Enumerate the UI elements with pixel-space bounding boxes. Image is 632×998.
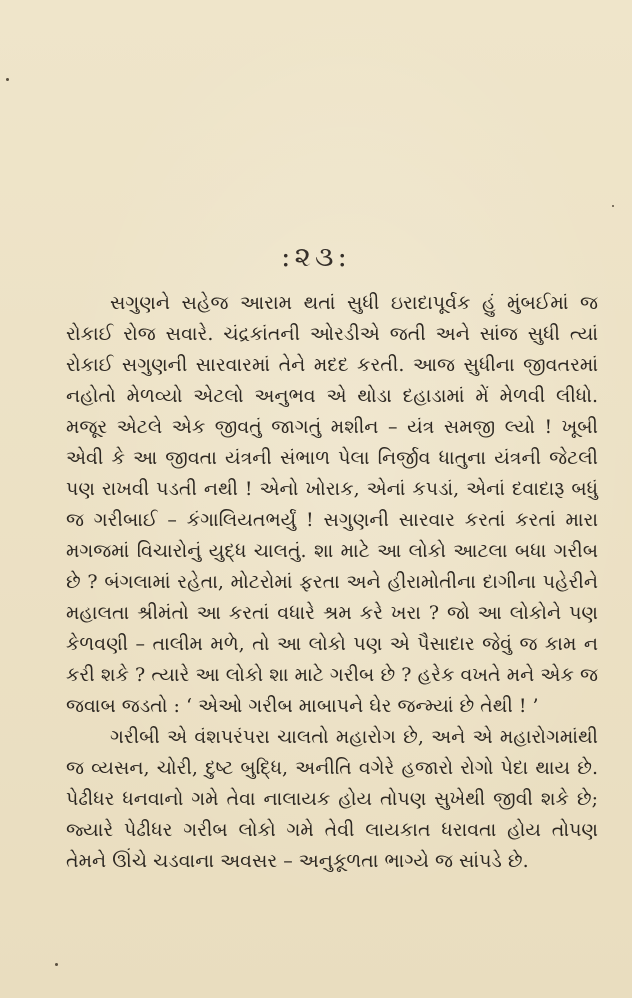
paper-speck	[6, 78, 9, 81]
paper-speck	[612, 205, 614, 207]
paper-speck	[55, 963, 58, 966]
paragraph-2: ગરીબી એ વંશપરંપરા ચાલતો મહારોગ છે, અને એ મહારોગમાંથી જ વ્યસન, ચોરી, દુષ્ટ બુદ્ધિ, અનીતિ વગેરે હજારો રોગો પેદા થાય છે. પેઢીધર ધનવાનો ગમે તેવા નાલાયક હોય તોપણ સુખેથી જીવી શકે છે; જ્યારે પેઢીધર ગરીબ લોકો ગમે તેવી લાયકાત ધરાવતા હોય તોપણ તેમને ઊંચે ચડવાના અવસર – અનુકૂળતા ભાગ્યે જ સાંપડે છે.	[66, 726, 598, 872]
paragraph-1: સગુણને સહેજ આરામ થતાં સુધી ઇરાદાપૂર્વક હું મુંબઈમાં જ રોકાઈ રોજ સવારે. ચંદ્રકાંતની ઓરડીએ જતી અને સાંજ સુધી ત્યાં રોકાઈ સગુણની સારવારમાં તેને મદદ કરતી. આજ સુધીના જીવતરમાં નહોતો મેળવ્યો એટલો અનુભવ એ થોડા દહાડામાં મેં મેળવી લીધો. મજૂર એટલે એક જીવતું જાગતું મશીન – યંત્ર સમજી લ્યો ! ખૂબી એવી કે આ જીવતા યંત્રની સંભાળ પેલા નિર્જીવ ધાતુના યંત્રની જેટલી પણ રાખવી પડતી નથી ! એનો ખોરાક, એનાં કપડાં, એનાં દવાદારૂ બધું જ ગરીબાઈ – કંગાલિયતભર્યું ! સગુણની સારવાર કરતાં કરતાં મારા મગજમાં વિચારોનું યુદ્ધ ચાલતું. શા માટે આ લોકો આટલા બધા ગરીબ છે ? બંગલામાં રહેતા, મોટરોમાં ફરતા અને હીરામોતીના દાગીના પહેરીને મહાલતા શ્રીમંતો આ કરતાં વધારે શ્રમ કરે ખરા ? જો આ લોકોને પણ કેળવણી – તાલીમ મળે, તો આ લોકો પણ એ પૈસાદાર જેવું જ કામ ન કરી શકે ? ત્યારે આ લોકો શા માટે ગરીબ છે ? હરેક વખતે મને એક જ જવાબ જડતો : ‘ એઓ ગરીબ માબાપને ઘેર જન્મ્યાં છે તેથી ! ’	[66, 292, 598, 717]
body-text	[66, 288, 598, 877]
chapter-heading: :૨૩:	[281, 240, 351, 273]
